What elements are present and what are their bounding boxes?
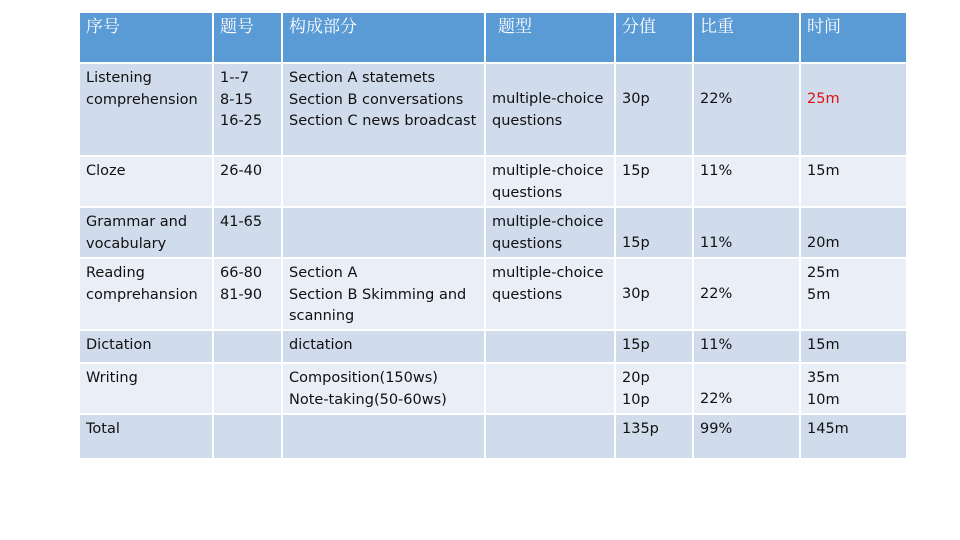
table-row xyxy=(79,207,907,258)
time-cell: 15m xyxy=(800,156,907,207)
question-number-cell xyxy=(213,330,282,363)
header-question-number: 题号 xyxy=(213,12,282,63)
weight-cell: 22% xyxy=(693,63,800,156)
score-cell: 15p xyxy=(615,207,693,258)
components-cell: dictation xyxy=(282,330,485,363)
time-cell: 145m xyxy=(800,414,907,459)
section-cell: Grammar and vocabulary xyxy=(79,207,213,258)
question-type-cell: multiple-choice questions xyxy=(485,207,615,258)
weight-cell: 11% xyxy=(693,330,800,363)
components-cell: Composition(150ws) Note-taking(50-60ws) xyxy=(282,363,485,414)
weight-cell: 99% xyxy=(693,414,800,459)
question-number-cell: 1--7 8-15 16-25 xyxy=(213,63,282,156)
components-cell xyxy=(282,207,485,258)
question-type-cell xyxy=(485,363,615,414)
header-components: 构成部分 xyxy=(282,12,485,63)
section-cell: Reading comprehansion xyxy=(79,258,213,330)
table-row xyxy=(79,156,907,207)
components-cell xyxy=(282,156,485,207)
components-cell xyxy=(282,414,485,459)
section-cell: Writing xyxy=(79,363,213,414)
section-cell: Listening comprehension xyxy=(79,63,213,156)
header-row xyxy=(79,12,907,63)
header-weight: 比重 xyxy=(693,12,800,63)
score-cell: 20p 10p xyxy=(615,363,693,414)
score-cell: 30p xyxy=(615,63,693,156)
question-type-cell xyxy=(485,330,615,363)
section-cell: Total xyxy=(79,414,213,459)
section-cell: Dictation xyxy=(79,330,213,363)
time-cell: 35m 10m xyxy=(800,363,907,414)
weight-cell: 22% xyxy=(693,258,800,330)
highlight-time: 25m xyxy=(807,91,840,107)
question-type-cell: multiple-choice questions xyxy=(485,156,615,207)
table-row xyxy=(79,63,907,156)
components-cell: Section A statemets Section B conversations Section C news broadcast xyxy=(282,63,485,156)
table-row xyxy=(79,363,907,414)
score-cell: 15p xyxy=(615,330,693,363)
time-cell xyxy=(800,63,907,156)
exam-structure-table xyxy=(78,11,908,460)
question-number-cell: 26-40 xyxy=(213,156,282,207)
score-cell: 30p xyxy=(615,258,693,330)
question-number-cell: 41-65 xyxy=(213,207,282,258)
score-cell: 135p xyxy=(615,414,693,459)
time-cell: 15m xyxy=(800,330,907,363)
header-time: 时间 xyxy=(800,12,907,63)
table-row xyxy=(79,330,907,363)
question-type-cell: multiple-choice questions xyxy=(485,258,615,330)
question-number-cell: 66-80 81-90 xyxy=(213,258,282,330)
time-cell: 20m xyxy=(800,207,907,258)
weight-cell: 22% xyxy=(693,363,800,414)
time-cell: 25m 5m xyxy=(800,258,907,330)
question-number-cell xyxy=(213,414,282,459)
components-cell: Section A Section B Skimming and scanning xyxy=(282,258,485,330)
weight-cell: 11% xyxy=(693,207,800,258)
header-index: 序号 xyxy=(79,12,213,63)
header-question-type: 题型 xyxy=(485,12,615,63)
score-cell: 15p xyxy=(615,156,693,207)
section-cell: Cloze xyxy=(79,156,213,207)
weight-cell: 11% xyxy=(693,156,800,207)
question-type-cell: multiple-choice questions xyxy=(485,63,615,156)
header-score: 分值 xyxy=(615,12,693,63)
table-row xyxy=(79,258,907,330)
table-row xyxy=(79,414,907,459)
question-type-cell xyxy=(485,414,615,459)
question-number-cell xyxy=(213,363,282,414)
